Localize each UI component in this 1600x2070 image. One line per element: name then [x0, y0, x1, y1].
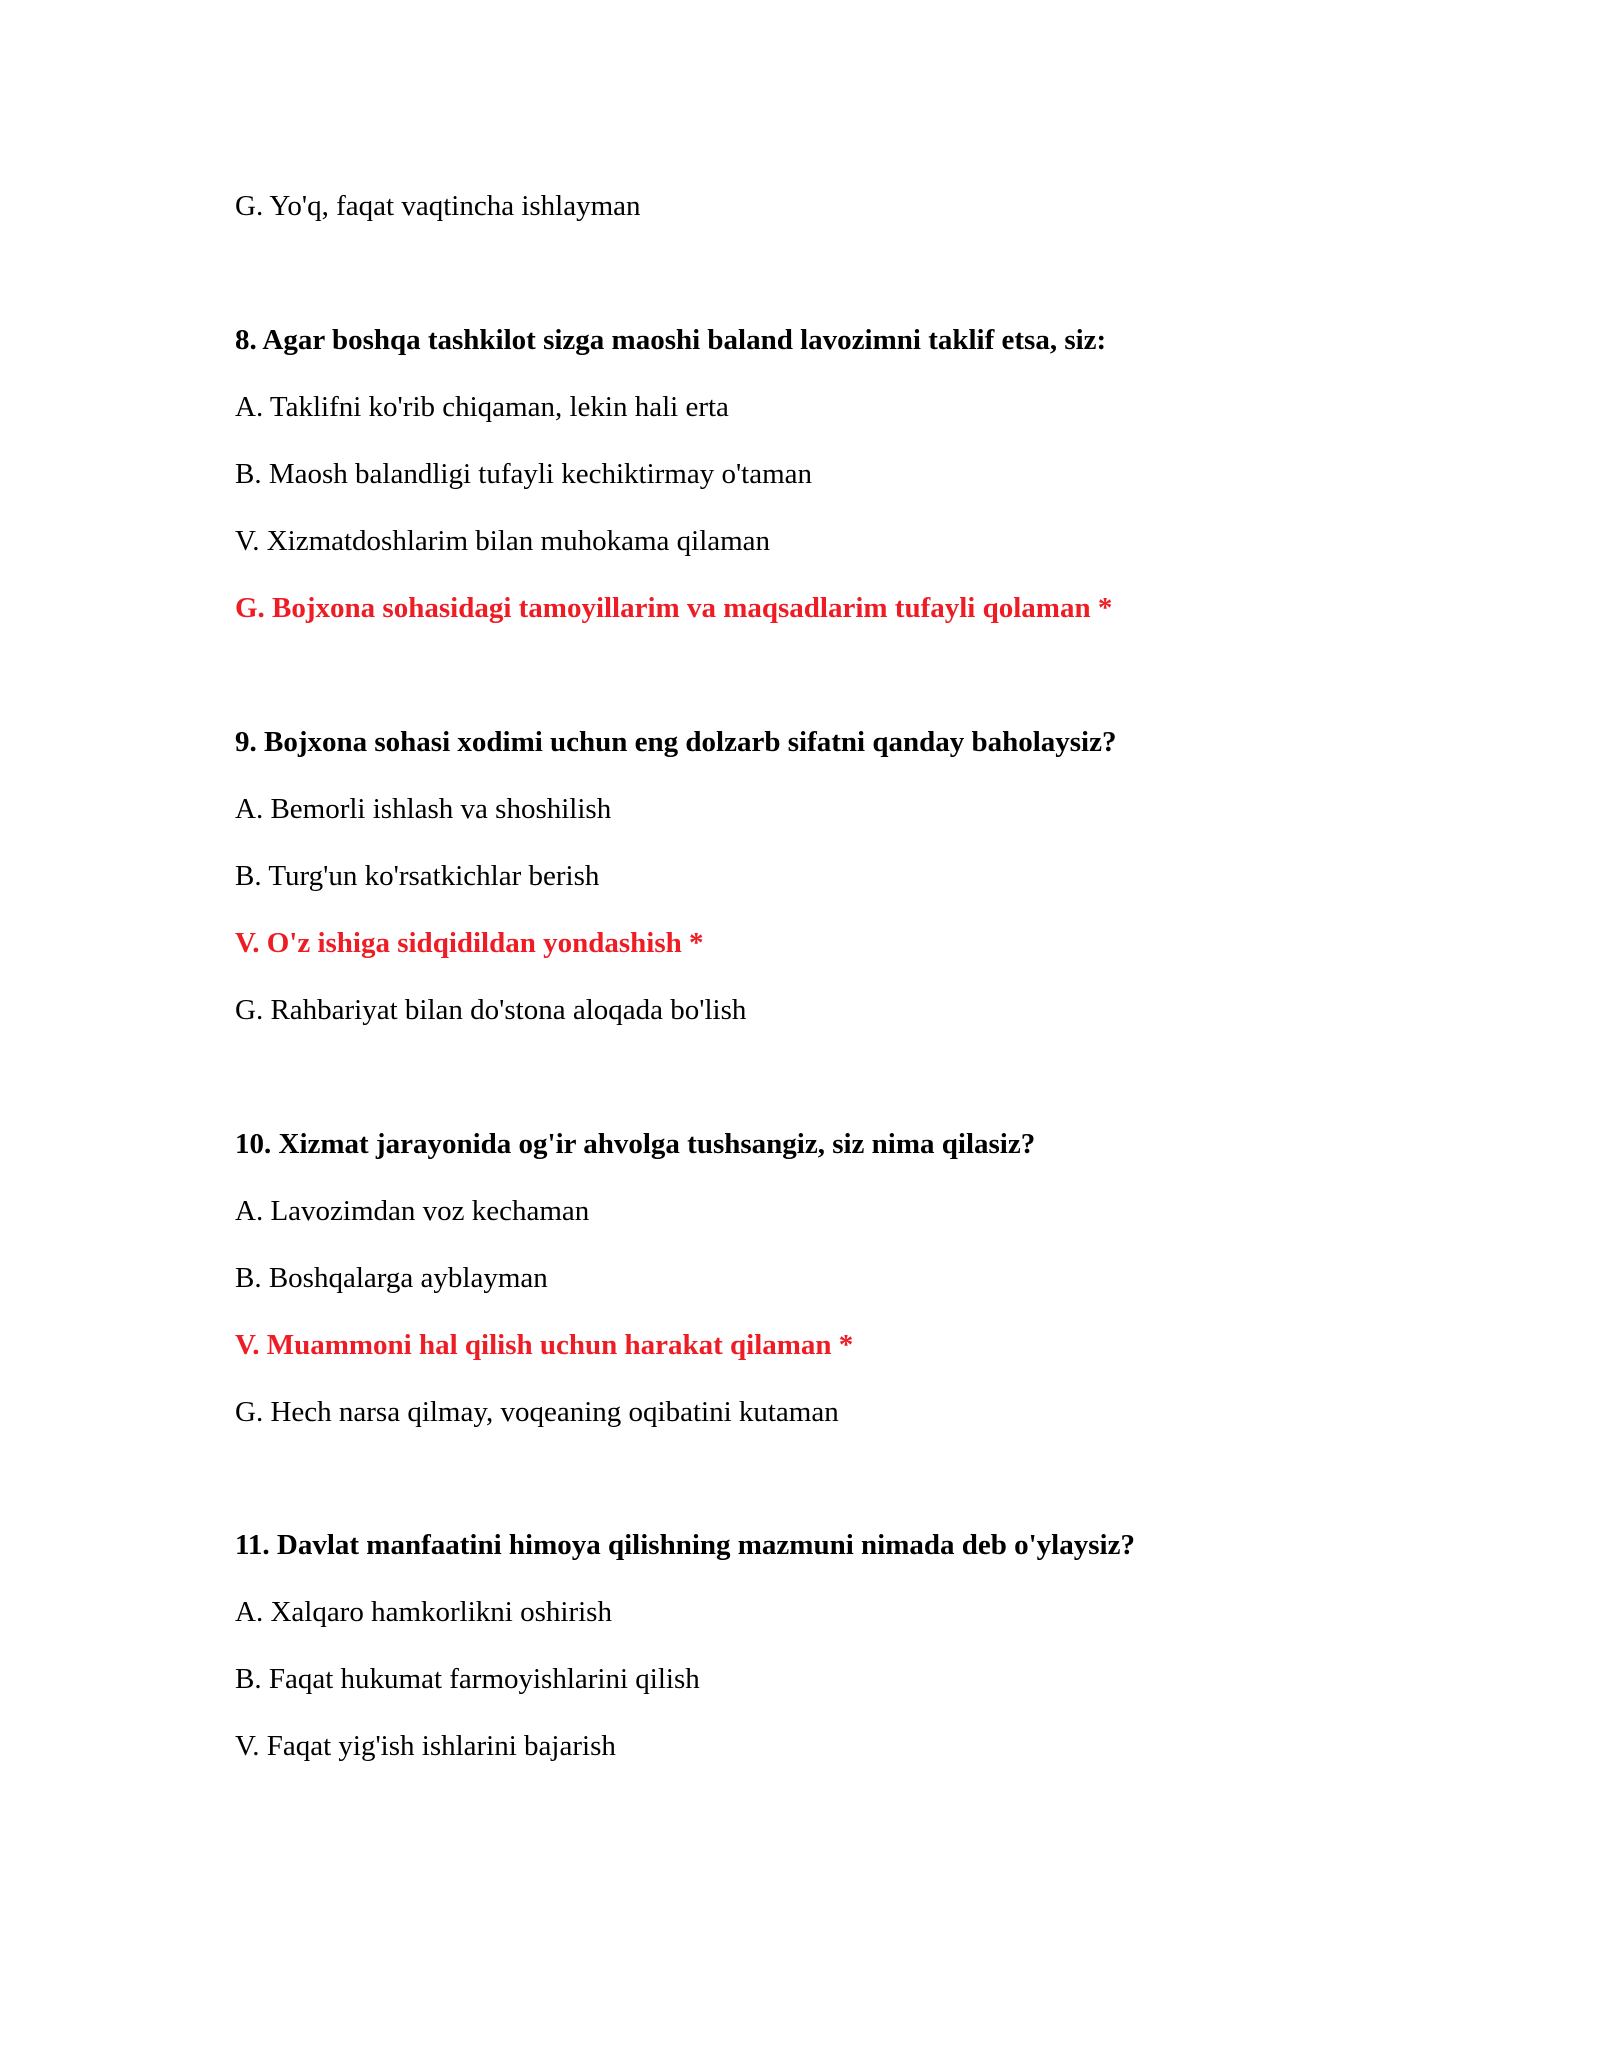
question-10-option-v-correct: V. Muammoni hal qilish uchun harakat qilaman * [235, 1329, 854, 1361]
question-11-option-v: V. Faqat yig'ish ishlarini bajarish [235, 1730, 616, 1762]
question-9-option-b: B. Turg'un ko'rsatkichlar berish [235, 860, 600, 892]
question-8-option-a: A. Taklifni ko'rib chiqaman, lekin hali erta [235, 391, 729, 423]
previous-question-option-g: G. Yo'q, faqat vaqtincha ishlayman [235, 190, 641, 222]
question-8-option-b: B. Maosh balandligi tufayli kechiktirmay o'taman [235, 458, 813, 490]
question-10-option-b: B. Boshqalarga ayblayman [235, 1262, 548, 1294]
question-8-text: 8. Agar boshqa tashkilot sizga maoshi baland lavozimni taklif etsa, siz: [235, 324, 1107, 356]
question-10-text: 10. Xizmat jarayonida og'ir ahvolga tushsangiz, siz nima qilasiz? [235, 1128, 1036, 1160]
question-9-option-a: A. Bemorli ishlash va shoshilish [235, 793, 612, 825]
question-8-option-v: V. Xizmatdoshlarim bilan muhokama qilaman [235, 525, 771, 557]
question-11-option-b: B. Faqat hukumat farmoyishlarini qilish [235, 1663, 700, 1695]
question-9-option-g: G. Rahbariyat bilan do'stona aloqada bo'lish [235, 994, 747, 1026]
question-11-text: 11. Davlat manfaatini himoya qilishning mazmuni nimada deb o'ylaysiz? [235, 1529, 1135, 1561]
question-8-option-g-correct: G. Bojxona sohasidagi tamoyillarim va maqsadlarim tufayli qolaman * [235, 592, 1113, 624]
question-11-option-a: A. Xalqaro hamkorlikni oshirish [235, 1596, 612, 1628]
question-10-option-g: G. Hech narsa qilmay, voqeaning oqibatini kutaman [235, 1396, 839, 1428]
question-9-option-v-correct: V. O'z ishiga sidqidildan yondashish * [235, 927, 704, 959]
question-10-option-a: A. Lavozimdan voz kechaman [235, 1195, 590, 1227]
question-9-text: 9. Bojxona sohasi xodimi uchun eng dolzarb sifatni qanday baholaysiz? [235, 726, 1117, 758]
